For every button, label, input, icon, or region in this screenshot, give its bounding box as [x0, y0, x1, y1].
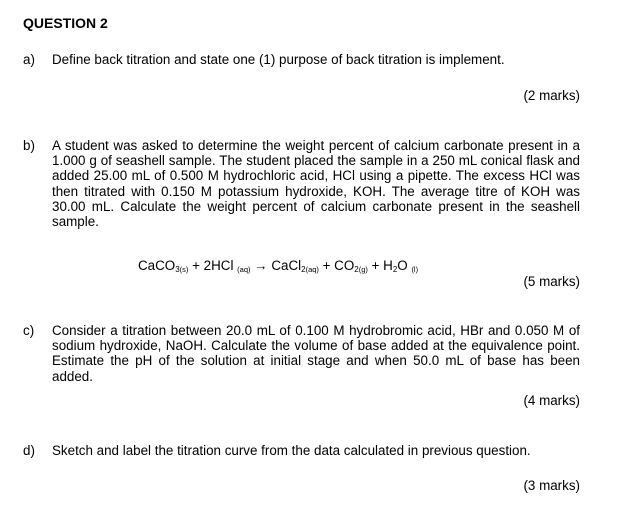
question-b-marks: (5 marks): [523, 274, 580, 289]
question-c-text: Consider a titration between 20.0 mL of 0.100 M hydrobromic acid, HBr and 0.050 M of sodium hydroxide, NaOH. Calculate the volume of base added at the equivalence point. Estimate the pH of the solution at initial stage and when 50.0 mL of base has been added.: [52, 323, 580, 384]
question-heading: QUESTION 2: [23, 15, 108, 31]
chemical-equation: [138, 258, 418, 274]
question-d-label: d): [23, 443, 35, 458]
question-d-text: Sketch and label the titration curve from the data calculated in previous question.: [52, 443, 531, 458]
eq-state: (aq): [237, 265, 251, 274]
eq-subscript: 2: [301, 265, 306, 274]
question-c: [23, 323, 580, 384]
eq-part: + 2HCl: [188, 258, 238, 273]
question-a-marks: (2 marks): [523, 88, 580, 103]
eq-subscript: 2: [354, 265, 359, 274]
question-c-marks: (4 marks): [523, 393, 580, 408]
eq-part: CaCO: [138, 258, 176, 273]
question-a: [23, 52, 580, 67]
question-b-label: b): [23, 138, 35, 153]
question-c-label: c): [23, 323, 35, 338]
eq-part: O: [397, 258, 412, 273]
question-d-marks: (3 marks): [523, 478, 580, 493]
eq-part: + H: [367, 258, 393, 273]
question-a-text: Define back titration and state one (1) purpose of back titration is implement.: [52, 52, 505, 67]
eq-subscript: 3: [175, 265, 180, 274]
eq-state: (g): [358, 265, 368, 274]
question-b-text: A student was asked to determine the weight percent of calcium carbonate present in a 1.000 g of seashell sample. The student placed the sample in a 250 mL conical flask and added 25.00 mL of 0.500 M hydrochloric acid, HCl using a pipette. The excess HCl was then titrated with 0.150 M potassium hydroxide, KOH. The average titre of KOH was 30.00 mL. Calculate the weight percent of calcium carbonate present in the seashell sample.: [52, 138, 580, 230]
eq-state: (s): [179, 265, 189, 274]
question-b: [23, 138, 580, 229]
eq-state: (aq): [305, 265, 319, 274]
question-d: [23, 443, 580, 458]
eq-part: → CaCl: [250, 258, 302, 273]
eq-part: + CO: [318, 258, 355, 273]
eq-subscript: 2: [392, 265, 398, 274]
question-a-label: a): [23, 52, 35, 67]
eq-state: (l): [411, 265, 419, 274]
